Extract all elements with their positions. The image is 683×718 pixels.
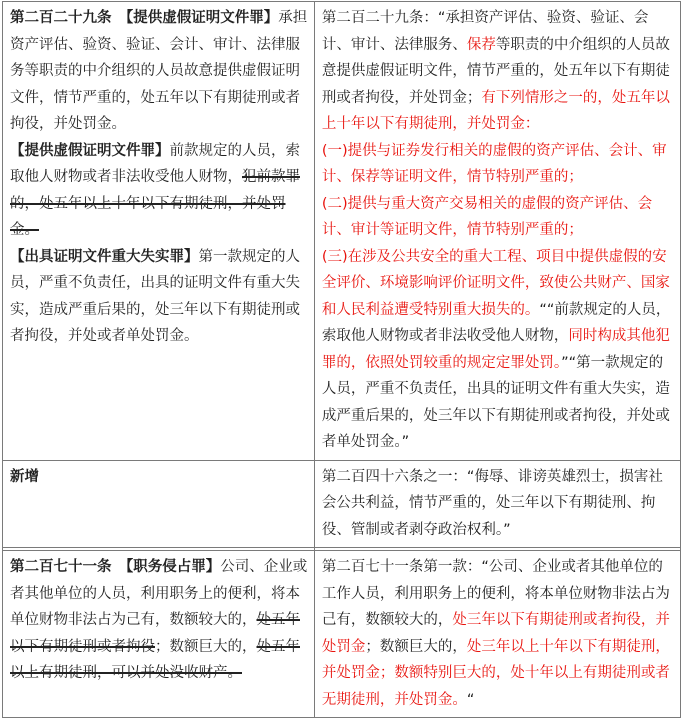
new-label: 新增 bbox=[10, 468, 39, 485]
article-number: 第二百七十一条 bbox=[10, 559, 112, 575]
added-text: 处三年以上十年以下有期徒刑，并处罚金 bbox=[321, 638, 670, 681]
amended-text: “ bbox=[466, 691, 475, 708]
added-text: 保荐 bbox=[466, 36, 496, 53]
added-text: 有下列情形之一的，处五年以上十年以下有期徒刑，并处罚金： bbox=[321, 89, 670, 132]
added-item: (三)在涉及公共安全的重大工程、项目中提供虚假的安全评价、环境影响评价证明文件，致使公共财产、国家和人民利益遭受特别重大损失的。 bbox=[321, 248, 670, 318]
added-text: ；数额特别巨大的，处十年以上有期徒刑或者无期徒刑，并处罚金。 bbox=[321, 665, 670, 708]
amended-text-cell bbox=[314, 551, 680, 718]
original-text-cell bbox=[3, 551, 315, 718]
added-item: (二)提供与重大资产交易相关的虚假的资产评估、会计、审计等证明文件，情节特别严重的； bbox=[321, 195, 653, 238]
amended-text: 等职责的中介组织的人员故意提供虚假证明文件，情节严重的，处五年以下有期徒刑或者拘役，并处罚金； bbox=[321, 36, 670, 106]
article-text: 承担资产评估、验资、验证、会计、审计、法律服务等职责的中介组织的人员故意提供虚假证明文件，情节严重的，处五年以下有期徒刑或者拘役，并处罚金。 bbox=[10, 10, 308, 132]
deleted-text: 处五年以下有期徒刑或者拘役 bbox=[10, 612, 300, 655]
article-text: 公司、企业或者其他单位的人员，利用职务上的便利，将本单位财物非法占为己有，数额较大的， bbox=[10, 559, 308, 628]
added-item: (一)提供与证券发行相关的虚假的资产评估、会计、审计、保荐等证明文件，情节特别严重的； bbox=[321, 142, 667, 185]
amended-text: 第二百二十九条：“承担资产评估、验资、验证、会计、审计、法律服务、 bbox=[321, 10, 649, 53]
original-text-cell bbox=[3, 460, 315, 548]
amended-text-cell bbox=[314, 2, 680, 461]
article-text: 第一款规定的人员，严重不负责任，出具的证明文件有重大失实，造成严重后果的，处三年以下有期徒刑或者拘役，并处或者单处罚金。 bbox=[10, 248, 300, 344]
table-row bbox=[3, 460, 681, 548]
crime-name: 【职务侵占罪】 bbox=[126, 559, 221, 575]
law-comparison-table bbox=[2, 1, 681, 718]
amended-text: ；数额巨大的， bbox=[365, 638, 467, 655]
crime-name: 【提供虚假证明文件罪】 bbox=[126, 10, 279, 26]
article-paragraph bbox=[10, 5, 308, 138]
table-row bbox=[3, 2, 681, 461]
deleted-text: 处五年以上有期徒刑，可以并处没收财产。 bbox=[10, 638, 300, 681]
original-text-cell bbox=[3, 2, 315, 461]
amended-text: 第二百七十一条第一款：“公司、企业或者其他单位的工作人员，利用职务上的便利，将本单位财物非法占为己有，数额较大的， bbox=[321, 559, 670, 628]
added-text: 同时构成其他犯罪的，依照处罚较重的规定定罪处罚。 bbox=[321, 328, 670, 371]
deleted-text: 犯前款罪的，处五年以上十年以下有期徒刑，并处罚金。 bbox=[10, 169, 300, 238]
crime-name: 【出具证明文件重大失实罪】 bbox=[10, 248, 199, 265]
article-number: 第二百二十九条 bbox=[10, 10, 112, 26]
article-text: ；数额巨大的， bbox=[155, 638, 257, 655]
amended-text: 第二百四十六条之一：“侮辱、诽谤英雄烈士，损害社会公共利益，情节严重的，处三年以下有期徒刑、拘役、管制或者剥夺政治权利。” bbox=[321, 468, 663, 538]
table-row bbox=[3, 551, 681, 718]
amended-text: ”“第一款规定的人员，严重不负责任，出具的证明文件有重大失实，造成严重后果的，处三年以下有期徒刑或者拘役，并处或者单处罚金。” bbox=[321, 354, 670, 450]
crime-name: 【提供虚假证明文件罪】 bbox=[10, 142, 170, 159]
added-text: 处三年以下有期徒刑或者拘役，并处罚金 bbox=[321, 612, 670, 655]
article-paragraph bbox=[10, 138, 308, 244]
amended-text-cell bbox=[314, 460, 680, 548]
amended-text: ““前款规定的人员，索取他人财物或者非法收受他人财物， bbox=[321, 301, 671, 344]
article-paragraph bbox=[10, 244, 308, 350]
article-text: 前款规定的人员，索取他人财物或者非法收受他人财物， bbox=[10, 142, 300, 185]
